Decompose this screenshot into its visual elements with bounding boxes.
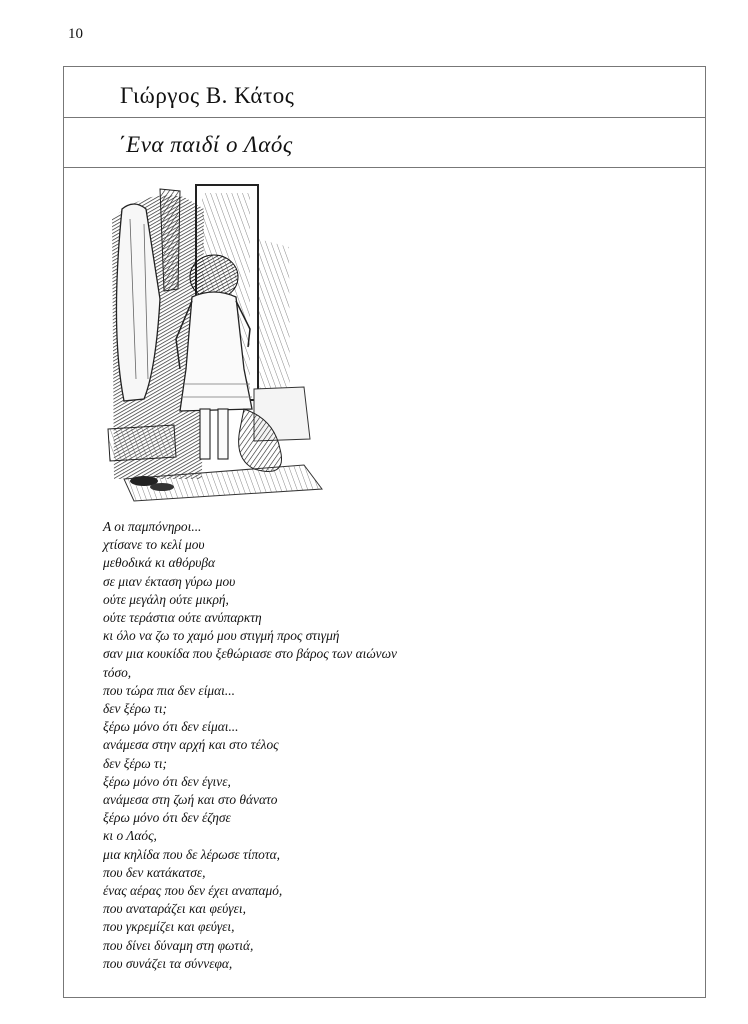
poem-line: μεθοδικά κι αθόρυβα <box>103 555 216 571</box>
poem-line: κι όλο να ζω το χαμό μου στιγμή προς στιγμή <box>103 628 340 644</box>
poem-line: που γκρεμίζει και φεύγει, <box>103 919 235 935</box>
poem-line: ξέρω μόνο ότι δεν είμαι... <box>103 719 239 735</box>
poem-line: ούτε τεράστια ούτε ανύπαρκτη <box>103 610 262 626</box>
poem-line: που αναταράζει και φεύγει, <box>103 901 246 917</box>
poem-line: Α οι παμπόνηροι... <box>103 519 202 534</box>
poem-line: που τώρα πια δεν είμαι... <box>103 682 235 698</box>
poem-line: τόσο, <box>103 664 132 680</box>
poem-line: ένας αέρας που δεν έχει αναπαμό, <box>103 883 283 899</box>
author-band <box>64 67 705 118</box>
poem-line: ξέρω μόνο ότι δεν έγινε, <box>103 773 231 789</box>
poem-line: που συνάζει τα σύννεφα, <box>103 955 233 971</box>
poem-line: που δεν κατάκατσε, <box>103 864 206 880</box>
child-at-door-engraving-icon <box>104 179 326 513</box>
poem-line: κι ο Λαός, <box>103 828 157 844</box>
poem-text <box>103 518 693 973</box>
page-number: 10 <box>68 26 83 42</box>
poem-title: ΄Ενα παιδί ο Λαός <box>118 132 293 157</box>
title-band <box>64 118 705 168</box>
poem-line: ξέρω μόνο ότι δεν έζησε <box>103 810 231 826</box>
poem-line: ανάμεσα στην αρχή και στο τέλος <box>103 737 279 753</box>
poem-line: μια κηλίδα που δε λέρωσε τίποτα, <box>103 846 281 862</box>
poem-line: δεν ξέρω τι; <box>103 755 168 771</box>
poem-line: δεν ξέρω τι; <box>103 701 168 717</box>
poem-line: σε μιαν έκταση γύρω μου <box>103 573 236 589</box>
poem-line: χτίσανε το κελί μου <box>103 537 205 553</box>
poem-frame <box>63 66 706 998</box>
poem-line: ούτε μεγάλη ούτε μικρή, <box>103 591 229 607</box>
author-name: Γιώργος Β. Κάτος <box>120 83 295 108</box>
poem-line: σαν μια κουκίδα που ξεθώριασε στο βάρος των αιώνων <box>103 646 398 662</box>
poem-line: που δίνει δύναμη στη φωτιά, <box>103 937 254 953</box>
poem-line: ανάμεσα στη ζωή και στο θάνατο <box>103 792 278 808</box>
